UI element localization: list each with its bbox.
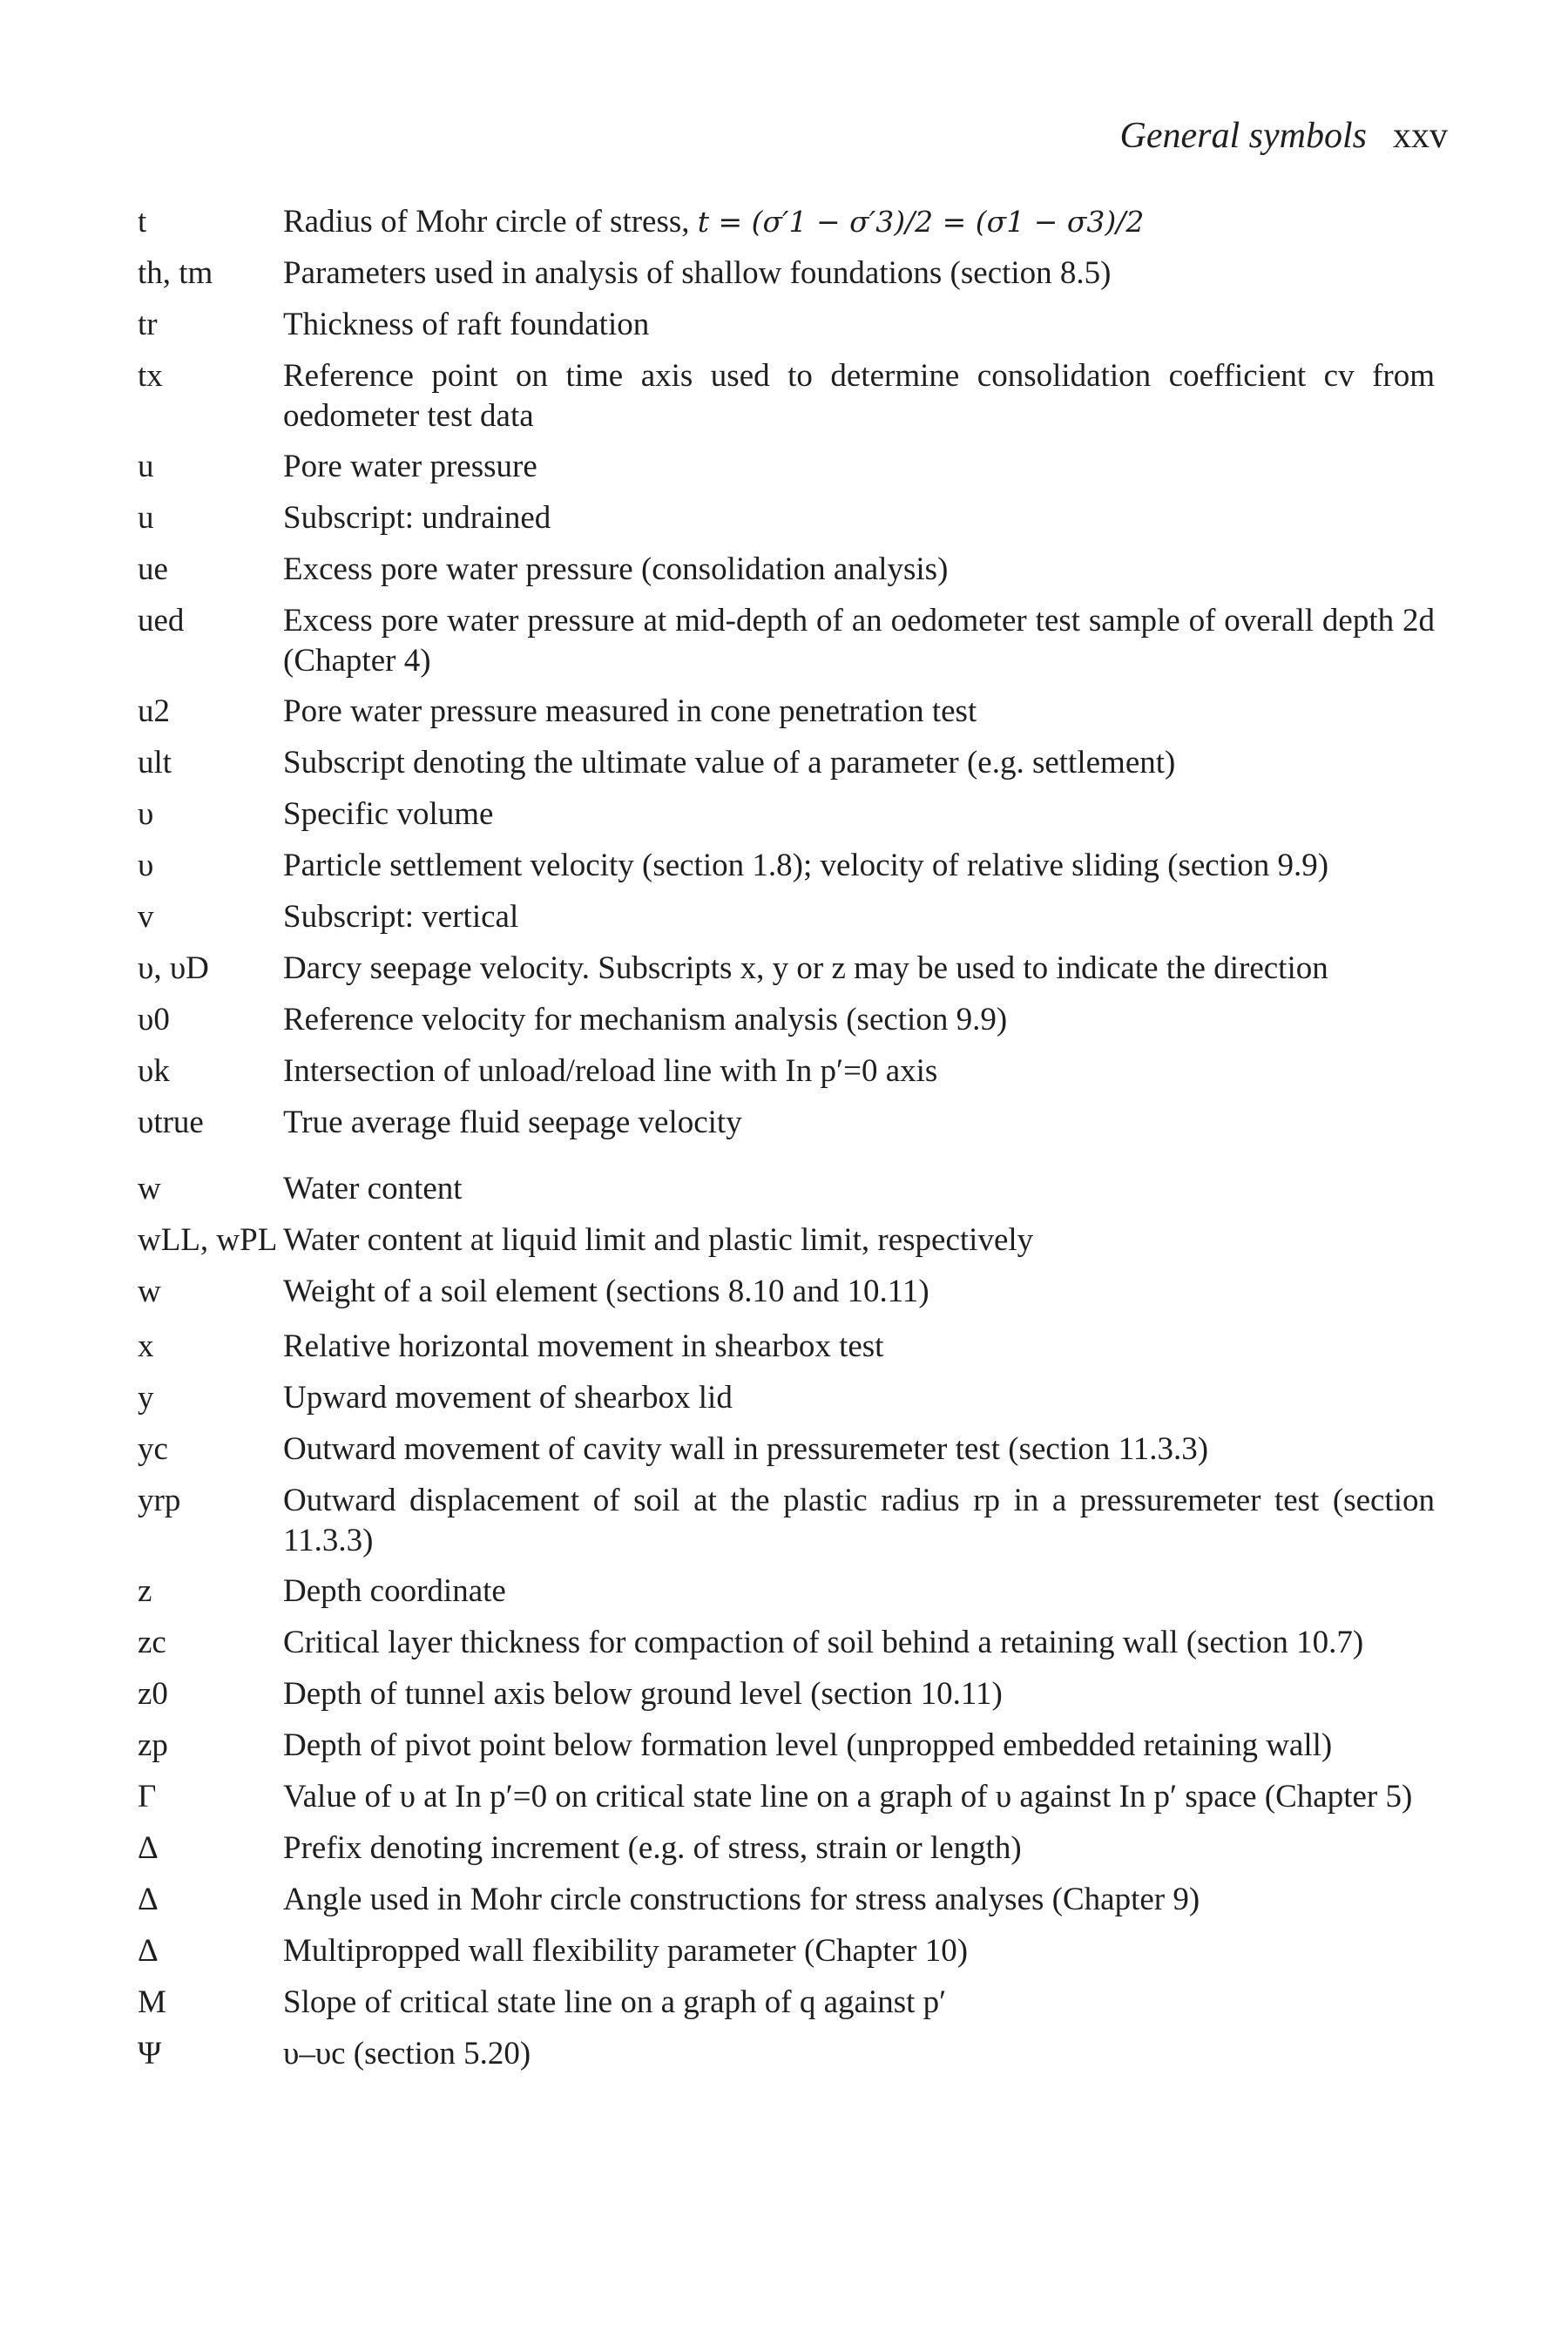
definition: Value of υ at In p′=0 on critical state line on a graph of υ against In p′ space (Chapter 5) [283,1779,1413,1815]
definition: Intersection of unload/reload line with In p′=0 axis [283,1053,938,1089]
definition: Depth coordinate [283,1573,506,1609]
definition: υ–υc (section 5.20) [283,2036,531,2072]
page-number: xxv [1393,116,1448,156]
definition: Prefix denoting increment (e.g. of stress, strain or length) [283,1830,1022,1866]
symbol: υ [138,848,154,883]
header-title: General symbols [1119,116,1367,156]
definition: Water content at liquid limit and plastic limit, respectively [283,1222,1034,1258]
symbol: zp [138,1727,168,1763]
symbol: u [138,500,154,536]
definition: Multipropped wall flexibility parameter (Chapter 10) [283,1933,969,1969]
definition: Thickness of raft foundation [283,307,650,342]
definition: Weight of a soil element (sections 8.10 and 10.11) [283,1274,929,1309]
definition: Outward displacement of soil at the plastic radius rp in a pressuremeter test (section 11.3.3) [283,1483,1435,1558]
symbol: th, tm [138,255,213,291]
symbol: yrp [138,1483,181,1518]
symbol: υ, υD [138,950,209,986]
definition: Relative horizontal movement in shearbox test [283,1328,884,1364]
definition: Parameters used in analysis of shallow foundations (section 8.5) [283,255,1112,291]
symbol: ult [138,745,172,781]
definition: Pore water pressure [283,449,537,484]
symbol: υ [138,796,154,832]
symbol: yc [138,1431,168,1467]
symbol: Γ [138,1779,157,1815]
definition: Slope of critical state line on a graph of q against p′ [283,1984,947,2020]
definition: Upward movement of shearbox lid [283,1380,733,1416]
symbol: υk [138,1053,170,1089]
symbol: t [138,204,147,240]
symbol: Δ [138,1830,159,1866]
definition: Subscript: undrained [283,500,551,536]
symbol: tr [138,307,158,342]
symbol: tx [138,358,163,394]
definition: Particle settlement velocity (section 1.8); velocity of relative sliding (section 9.9) [283,848,1329,883]
running-header [1120,115,1448,157]
definition: Pore water pressure measured in cone penetration test [283,693,977,729]
symbol: z0 [138,1676,168,1712]
symbol: y [138,1380,154,1416]
symbol: Ψ [138,2036,162,2072]
symbol: x [138,1328,154,1364]
definition: Radius of Mohr circle of stress, t = (σ′1 − σ′3)/2 = (σ1 − σ3)/2 [283,204,1145,240]
definition: Subscript: vertical [283,899,519,935]
symbol: u [138,449,154,484]
symbol: w [138,1171,161,1206]
symbol: ue [138,551,168,587]
mohr-radius-formula: t = (σ′1 − σ′3)/2 = (σ1 − σ3)/2 [697,205,1145,239]
definition: Outward movement of cavity wall in pressuremeter test (section 11.3.3) [283,1431,1209,1467]
symbol: z [138,1573,152,1609]
definition: Excess pore water pressure (consolidation analysis) [283,551,949,587]
symbol: w [138,1274,161,1309]
symbol: zc [138,1625,166,1660]
definition: Depth of pivot point below formation level (unpropped embedded retaining wall) [283,1727,1333,1763]
symbol: υtrue [138,1105,204,1140]
symbol: M [138,1984,166,2020]
definition: Reference point on time axis used to determine consolidation coefficient cv from oedometer test data [283,358,1435,434]
symbol: υ0 [138,1002,170,1037]
definition: Depth of tunnel axis below ground level (section 10.11) [283,1676,1003,1712]
definition: Water content [283,1171,463,1206]
definition: Critical layer thickness for compaction of soil behind a retaining wall (section 10.7) [283,1625,1364,1660]
symbol: wLL, wPL [138,1222,278,1258]
symbol: u2 [138,693,170,729]
symbol: Δ [138,1933,159,1969]
definition: Angle used in Mohr circle constructions for stress analyses (Chapter 9) [283,1882,1200,1917]
definition: Subscript denoting the ultimate value of a parameter (e.g. settlement) [283,745,1176,781]
symbol: v [138,899,154,935]
definition: Specific volume [283,796,494,832]
definition: True average fluid seepage velocity [283,1105,742,1140]
definition: Reference velocity for mechanism analysis (section 9.9) [283,1002,1008,1037]
definition: Darcy seepage velocity. Subscripts x, y or z may be used to indicate the direction [283,950,1328,986]
definition: Excess pore water pressure at mid-depth of an oedometer test sample of overall depth 2d (Chapter 4) [283,603,1435,679]
symbol: ued [138,603,185,639]
symbol: Δ [138,1882,159,1917]
